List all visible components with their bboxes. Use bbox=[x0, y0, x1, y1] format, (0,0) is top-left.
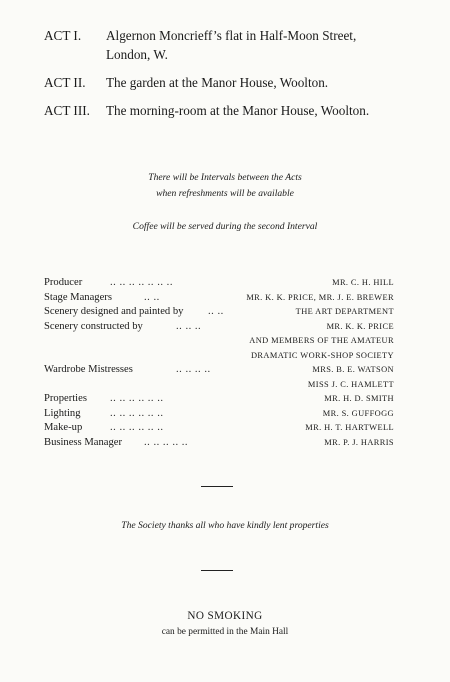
act-description-line: The garden at the Manor House, Woolton. bbox=[106, 75, 329, 90]
leader-dots: .. .. bbox=[144, 291, 160, 303]
credit-row bbox=[44, 320, 394, 335]
credit-role: Producer bbox=[44, 277, 83, 288]
act-number: ACT III. bbox=[44, 103, 90, 118]
leader-dots: .. .. bbox=[208, 306, 224, 317]
credits-list bbox=[44, 276, 394, 450]
credit-role: Stage Managers bbox=[44, 291, 112, 303]
credit-row bbox=[44, 378, 394, 393]
credit-role: Make-up bbox=[44, 422, 83, 433]
credit-name: MR. S. GUFFOGG bbox=[322, 408, 394, 418]
credit-name: MR. K. K. PRICE, MR. J. E. BREWER bbox=[246, 292, 394, 302]
leader-dots: .. .. .. bbox=[176, 320, 202, 332]
credit-name: MR. H. D. SMITH bbox=[324, 394, 394, 403]
leader-dots: .. .. .. .. bbox=[176, 364, 211, 375]
credit-row bbox=[44, 421, 394, 436]
leader-dots: .. .. .. .. .. .. .. bbox=[110, 277, 173, 288]
interval-note bbox=[0, 170, 450, 201]
credit-row bbox=[44, 276, 394, 291]
credit-name: MR. P. J. HARRIS bbox=[324, 437, 394, 447]
credit-name: MR. C. H. HILL bbox=[332, 278, 394, 287]
credit-row bbox=[44, 334, 394, 349]
credit-role: Scenery constructed by bbox=[44, 320, 143, 332]
act-description-line: The morning-room at the Manor House, Woolton. bbox=[106, 103, 370, 118]
leader-dots: .. .. .. .. .. .. bbox=[110, 422, 164, 433]
no-smoking-subtitle: can be permitted in the Main Hall bbox=[161, 627, 289, 637]
credit-role: Properties bbox=[44, 393, 87, 404]
credit-name: MR. H. T. HARTWELL bbox=[305, 423, 394, 432]
act-item bbox=[44, 26, 444, 64]
no-smoking-notice bbox=[0, 608, 450, 640]
credit-row bbox=[44, 291, 394, 306]
act-description bbox=[106, 73, 444, 92]
credit-name: MR. K. K. PRICE bbox=[326, 321, 394, 331]
interval-note-line: when refreshments will be available bbox=[156, 187, 294, 199]
credit-name: MISS J. C. HAMLETT bbox=[307, 379, 394, 389]
act-number: ACT I. bbox=[44, 28, 82, 43]
act-description bbox=[106, 26, 444, 64]
leader-dots: .. .. .. .. .. bbox=[144, 436, 189, 448]
credit-role: Wardrobe Mistresses bbox=[44, 364, 133, 375]
credit-row bbox=[44, 305, 394, 320]
interval-note-line: There will be Intervals between the Acts bbox=[148, 172, 302, 183]
coffee-note: Coffee will be served during the second Interval bbox=[132, 221, 318, 232]
credit-row bbox=[44, 363, 394, 378]
act-item bbox=[44, 101, 444, 120]
act-description bbox=[106, 101, 444, 120]
credit-role: Scenery designed and painted by bbox=[44, 306, 184, 317]
thanks-note: The Society thanks all who have kindly lent properties bbox=[121, 520, 329, 531]
credit-name: DRAMATIC WORK-SHOP SOCIETY bbox=[250, 350, 394, 360]
credit-name: MRS. B. E. WATSON bbox=[312, 365, 394, 374]
act-description-line: London, W. bbox=[106, 47, 168, 62]
credit-row bbox=[44, 407, 394, 422]
divider bbox=[201, 486, 233, 487]
credit-name: AND MEMBERS OF THE AMATEUR bbox=[249, 336, 394, 345]
no-smoking-title: NO SMOKING bbox=[187, 610, 263, 622]
leader-dots: .. .. .. .. .. .. bbox=[110, 407, 164, 419]
credit-role: Business Manager bbox=[44, 436, 122, 448]
act-number: ACT II. bbox=[44, 75, 86, 90]
credit-name: THE ART DEPARTMENT bbox=[295, 307, 394, 316]
acts-list bbox=[44, 26, 444, 129]
credit-role: Lighting bbox=[44, 407, 81, 419]
leader-dots: .. .. .. .. .. .. bbox=[110, 393, 164, 404]
credit-row bbox=[44, 436, 394, 451]
credit-row bbox=[44, 349, 394, 364]
act-description-line: Algernon Moncrieff’s flat in Half-Moon Street, bbox=[106, 28, 357, 43]
act-item bbox=[44, 73, 444, 92]
credit-row bbox=[44, 392, 394, 407]
divider bbox=[201, 570, 233, 571]
